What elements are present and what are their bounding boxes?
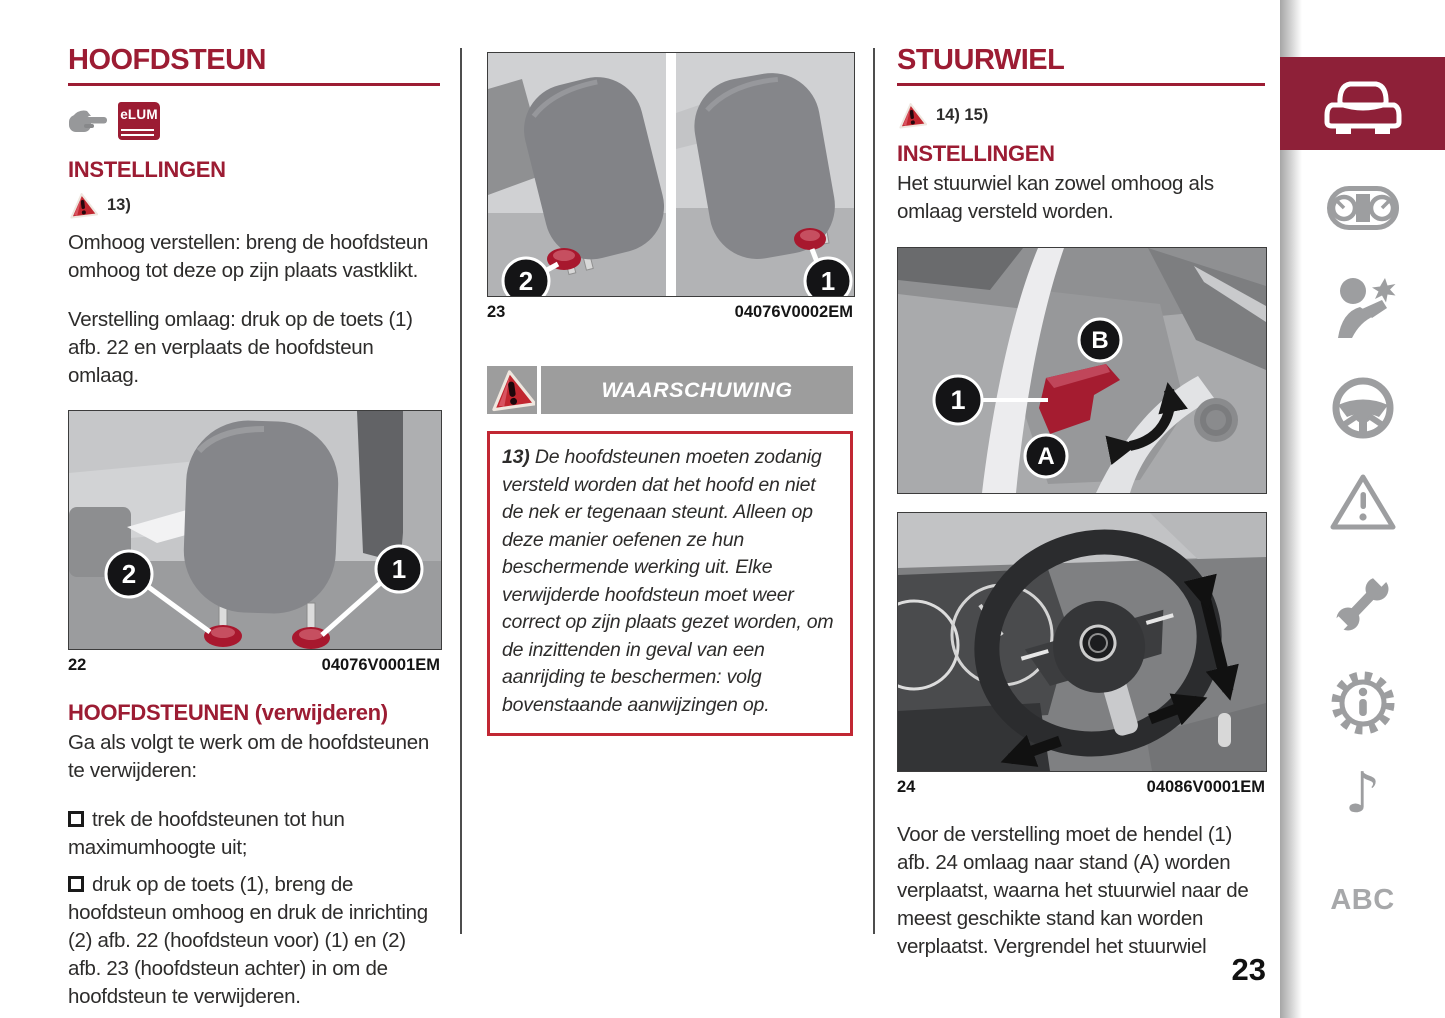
- figure-code: 04086V0001EM: [1146, 777, 1265, 796]
- callout-1-label: 1: [820, 266, 836, 296]
- column-divider: [873, 48, 875, 934]
- column-divider: [460, 48, 462, 934]
- figure-24-steering-wheel: [897, 512, 1265, 797]
- airbag-passenger-icon: [1330, 274, 1396, 338]
- abc-index-label: ABC: [1330, 884, 1395, 916]
- warning-ref-row-right: [897, 100, 1265, 130]
- square-bullet-icon: [68, 811, 84, 827]
- figure-22-headrest-front: [68, 410, 440, 675]
- headrests-rear-illustration: [487, 52, 855, 297]
- title-rule: [897, 83, 1265, 86]
- elum-book-icon: [118, 102, 160, 140]
- figure-23-caption: [487, 303, 853, 322]
- column-stuurwiel: [897, 46, 1265, 981]
- callout-2-label: 2: [518, 266, 534, 296]
- square-bullet-icon: [68, 876, 84, 892]
- sidebar-item-safety[interactable]: [1280, 274, 1445, 338]
- warning-triangle-icon: [897, 102, 927, 129]
- column-hoofdsteun: [68, 46, 440, 1011]
- page-number: 23: [1231, 952, 1266, 987]
- headrest-front-illustration: [68, 410, 442, 650]
- dashboard-gauges-icon: [1327, 186, 1399, 230]
- list-item: [68, 806, 440, 862]
- bullet-text: trek de hoofdsteunen tot hun maximumhoogte uit;: [68, 807, 345, 859]
- callout-1-label: 1: [391, 554, 407, 585]
- callout-2-label: 2: [121, 559, 137, 590]
- sidebar-item-car-active[interactable]: [1280, 57, 1445, 150]
- sidebar-item-technical-info[interactable]: [1280, 671, 1445, 735]
- list-item: [68, 871, 440, 1011]
- figure-22-caption: [68, 656, 440, 675]
- sidebar-item-dashboard[interactable]: [1280, 186, 1445, 230]
- elum-reference: [68, 100, 440, 142]
- sidebar-item-index[interactable]: [1280, 884, 1445, 917]
- steering-lever-illustration: [897, 247, 1267, 494]
- sidebar-item-multimedia[interactable]: [1280, 761, 1445, 826]
- warning-title-cell: [541, 366, 853, 414]
- music-note-icon: ♪: [1344, 761, 1381, 826]
- subheading-instellingen-left: INSTELLINGEN: [68, 157, 226, 182]
- warning-header-bar: [487, 366, 853, 414]
- callout-b-label: B: [1091, 326, 1109, 354]
- chapter-sidebar: [1280, 0, 1445, 1018]
- paragraph-stuurwiel-intro: Het stuurwiel kan zowel omhoog als omlaag versteld worden.: [897, 172, 1214, 224]
- sidebar-item-maintenance[interactable]: [1280, 570, 1445, 636]
- warning-triangle-icon: [489, 368, 535, 412]
- section-title-hoofdsteun: HOOFDSTEUN: [68, 44, 266, 76]
- paragraph-verstelling: Voor de verstelling moet de hendel (1) afb. 24 omlaag naar stand (A) worden verplaatst, waarna het stuurwiel naar de meest geschikte stand kan worden verplaatst. Vergrendel het stuurwiel: [897, 822, 1249, 958]
- warning-ref-number: 14) 15): [936, 105, 989, 124]
- warning-triangle-outline-icon: [1329, 472, 1397, 532]
- warning-title: WAARSCHUWING: [601, 377, 793, 402]
- figure-code: 04076V0002EM: [734, 303, 853, 321]
- warning-text: [502, 444, 838, 719]
- sidebar-item-steering[interactable]: [1280, 376, 1445, 440]
- figure-23-headrests-rear: [487, 52, 853, 322]
- figure-number: 22: [68, 656, 87, 675]
- figure-number: 24: [897, 777, 916, 796]
- figure-code: 04076V0001EM: [321, 656, 440, 675]
- warning-body: De hoofdsteunen moeten zodanig versteld worden dat het hoofd en niet de nek er tegenaan steunt. Alleen op deze manier oefenen ze hun beschermende werking uit. Elke verwijderde hoofdsteun moet weer correct op zijn plaats gezet worden, om de inzittenden in geval van een aanrijding te beschermen: volg bovenstaande aanwijzingen op.: [502, 446, 834, 716]
- figure-24-caption: [897, 778, 1265, 797]
- column-middle: [487, 52, 853, 736]
- warning-triangle-icon: [68, 192, 98, 219]
- warning-ref-number: 13): [502, 446, 530, 468]
- warning-box: [487, 431, 853, 736]
- subheading-verwijderen: HOOFDSTEUNEN (verwijderen): [68, 700, 388, 726]
- paragraph-remove-intro: Ga als volgt te werk om de hoofdsteunen te verwijderen:: [68, 731, 429, 783]
- sidebar-item-emergency[interactable]: [1280, 472, 1445, 532]
- callout-a-label: A: [1037, 442, 1055, 470]
- warning-triangle-cell: [487, 366, 537, 414]
- bullet-text: druk op de toets (1), breng de hoofdsteun omhoog en druk de inrichting (2) afb. 22 (hoofdsteun voor) (1) en (2) afb. 23 (hoofdsteun achter) in om de hoofdsteun te verwijderen.: [68, 872, 428, 1008]
- callout-1-label: 1: [950, 384, 966, 415]
- figure-number: 23: [487, 303, 506, 321]
- elum-label: eLUM: [120, 107, 158, 122]
- paragraph-omhoog: Omhoog verstellen: breng de hoofdsteun omhoog tot deze op zijn plaats vastklikt.: [68, 231, 429, 283]
- steering-wheel-icon: [1331, 376, 1395, 440]
- car-front-icon: [1324, 77, 1402, 135]
- paragraph-omlaag: Verstelling omlaag: druk op de toets (1) afb. 22 en verplaats de hoofdsteun omlaag.: [68, 307, 413, 387]
- pointing-hand-icon: [68, 106, 108, 136]
- subheading-instellingen-right: INSTELLINGEN: [897, 141, 1055, 166]
- figure-steering-lever: [897, 247, 1265, 494]
- info-gear-icon: [1331, 671, 1395, 735]
- warning-ref-row-left: [68, 190, 440, 220]
- title-rule: [68, 83, 440, 86]
- warning-ref-number: 13): [107, 195, 131, 214]
- section-title-stuurwiel: STUURWIEL: [897, 44, 1065, 76]
- steering-wheel-illustration: [897, 512, 1267, 772]
- wrench-icon: [1331, 570, 1395, 636]
